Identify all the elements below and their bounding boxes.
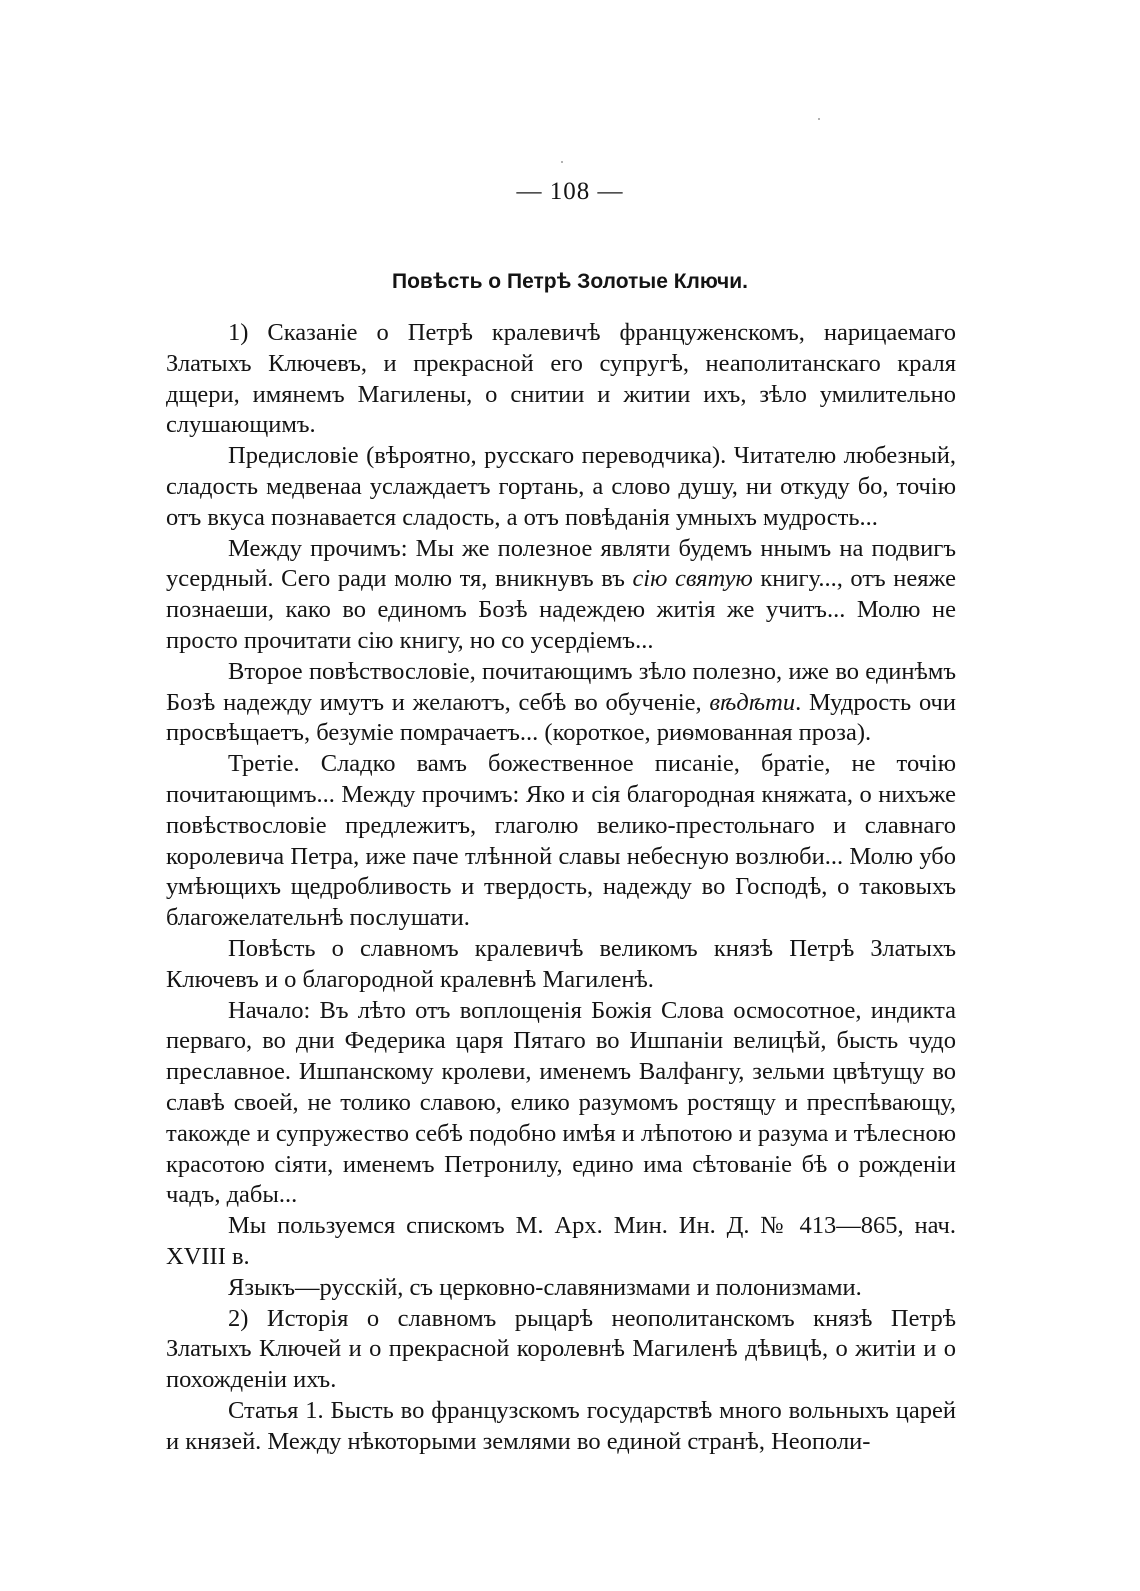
scan-speck (818, 118, 820, 120)
paragraph: 2) Исторія о славномъ рыцарѣ неополитанскомъ князѣ Петрѣ Златыхъ Ключей и о прекрасной королевнѣ Магиленѣ дѣвицѣ, о житіи и о похожденіи ихъ. (166, 1304, 956, 1394)
italic-text: вѣдѣти (709, 688, 796, 716)
paragraph-text: Между прочимъ: Мы же полезное являти будемъ ннымъ на подвигъ усердный. Сего ради молю тя, вникнувъ въ (166, 534, 956, 593)
page-number: — 108 — (516, 178, 624, 205)
paragraph (166, 534, 956, 657)
paragraph (166, 657, 956, 749)
paragraph: Повѣсть о славномъ кралевичѣ великомъ князѣ Петрѣ Златыхъ Ключевъ и о благородной кралевнѣ Магиленѣ. (166, 934, 956, 993)
paragraph: 1) Сказаніе о Петрѣ кралевичѣ француженскомъ, нарицаемаго Златыхъ Ключевъ, и прекрасной его супругѣ, неаполитанскаго краля дщери, имянемъ Магилены, о снитии и житии ихъ, зѣло умилительно слушающимъ. (166, 319, 956, 439)
paragraph: Предисловіе (вѣроятно, русскаго переводчика). Читателю любезный, сладость медвенаа услаждаетъ гортань, а слово душу, ни откуду бо, точію отъ вкуса познавается сладость, а отъ повѣданія умныхъ мудрость... (166, 442, 956, 531)
body-text (166, 318, 956, 1457)
italic-text: сію святую (632, 565, 753, 593)
paragraph-text: книгу..., отъ неяже познаеши, како во единомъ Бозѣ надеждею житія же учитъ... Молю не просто прочитати сію книгу, но со усердіемъ... (166, 565, 956, 654)
paragraph: Третіе. Сладко вамъ божественное писаніе, братіе, не точію почитающимъ... Между прочимъ: Яко и сія благородная княжата, о нихъже повѣствословіе предлежитъ, глаголю велико-престольнаго и славнаго королевича Петра, иже паче тлѣнной славы небесную возлюби... Молю убо умѣющихъ щедробливость и твердость, надежду во Господѣ, о таковыхъ благожелательнѣ послушати. (166, 750, 956, 932)
paragraph: Статья 1. Бысть во французскомъ государствѣ много вольныхъ царей и князей. Между нѣкоторыми землями во единой странѣ, Неополи- (166, 1396, 956, 1455)
paragraph: Начало: Въ лѣто отъ воплощенія Божія Слова осмосотное, индикта перваго, во дни Федерика царя Пятаго во Ишпаніи велицѣй, бысть чудо преславное. Ишпанскому кролеви, именемъ Валфангу, зельми цвѣтущу во славѣ своей, не толико славою, елико разумомъ ростящу и преспѣвающу, такожде и супружество себѣ подобно имѣя и лѣпотою и разума и тѣлесною красотою сіяти, именемъ Петронилу, едино има сѣтованіе бѣ о рожденіи чадъ, дабы... (166, 996, 956, 1209)
paragraph-text: . Мудрость очи просвѣщаетъ, безуміе помрачаетъ... (короткое, риѳмованная проза). (166, 688, 956, 747)
scan-speck (561, 161, 563, 163)
paragraph: Мы пользуемся спискомъ М. Арх. Мин. Ин. Д. № 413—865, нач. XVIII в. (166, 1212, 956, 1270)
chapter-title: Повѣсть о Петрѣ Золотые Ключи. (392, 270, 748, 293)
paragraph-text: Второе повѣствословіе, почитающимъ зѣло полезно, иже во единѣмъ Бозѣ надежду имутъ и желаютъ, себѣ во обученіе, (166, 657, 956, 716)
paragraph: Языкъ—русскій, съ церковно-славянизмами и полонизмами. (228, 1273, 862, 1301)
